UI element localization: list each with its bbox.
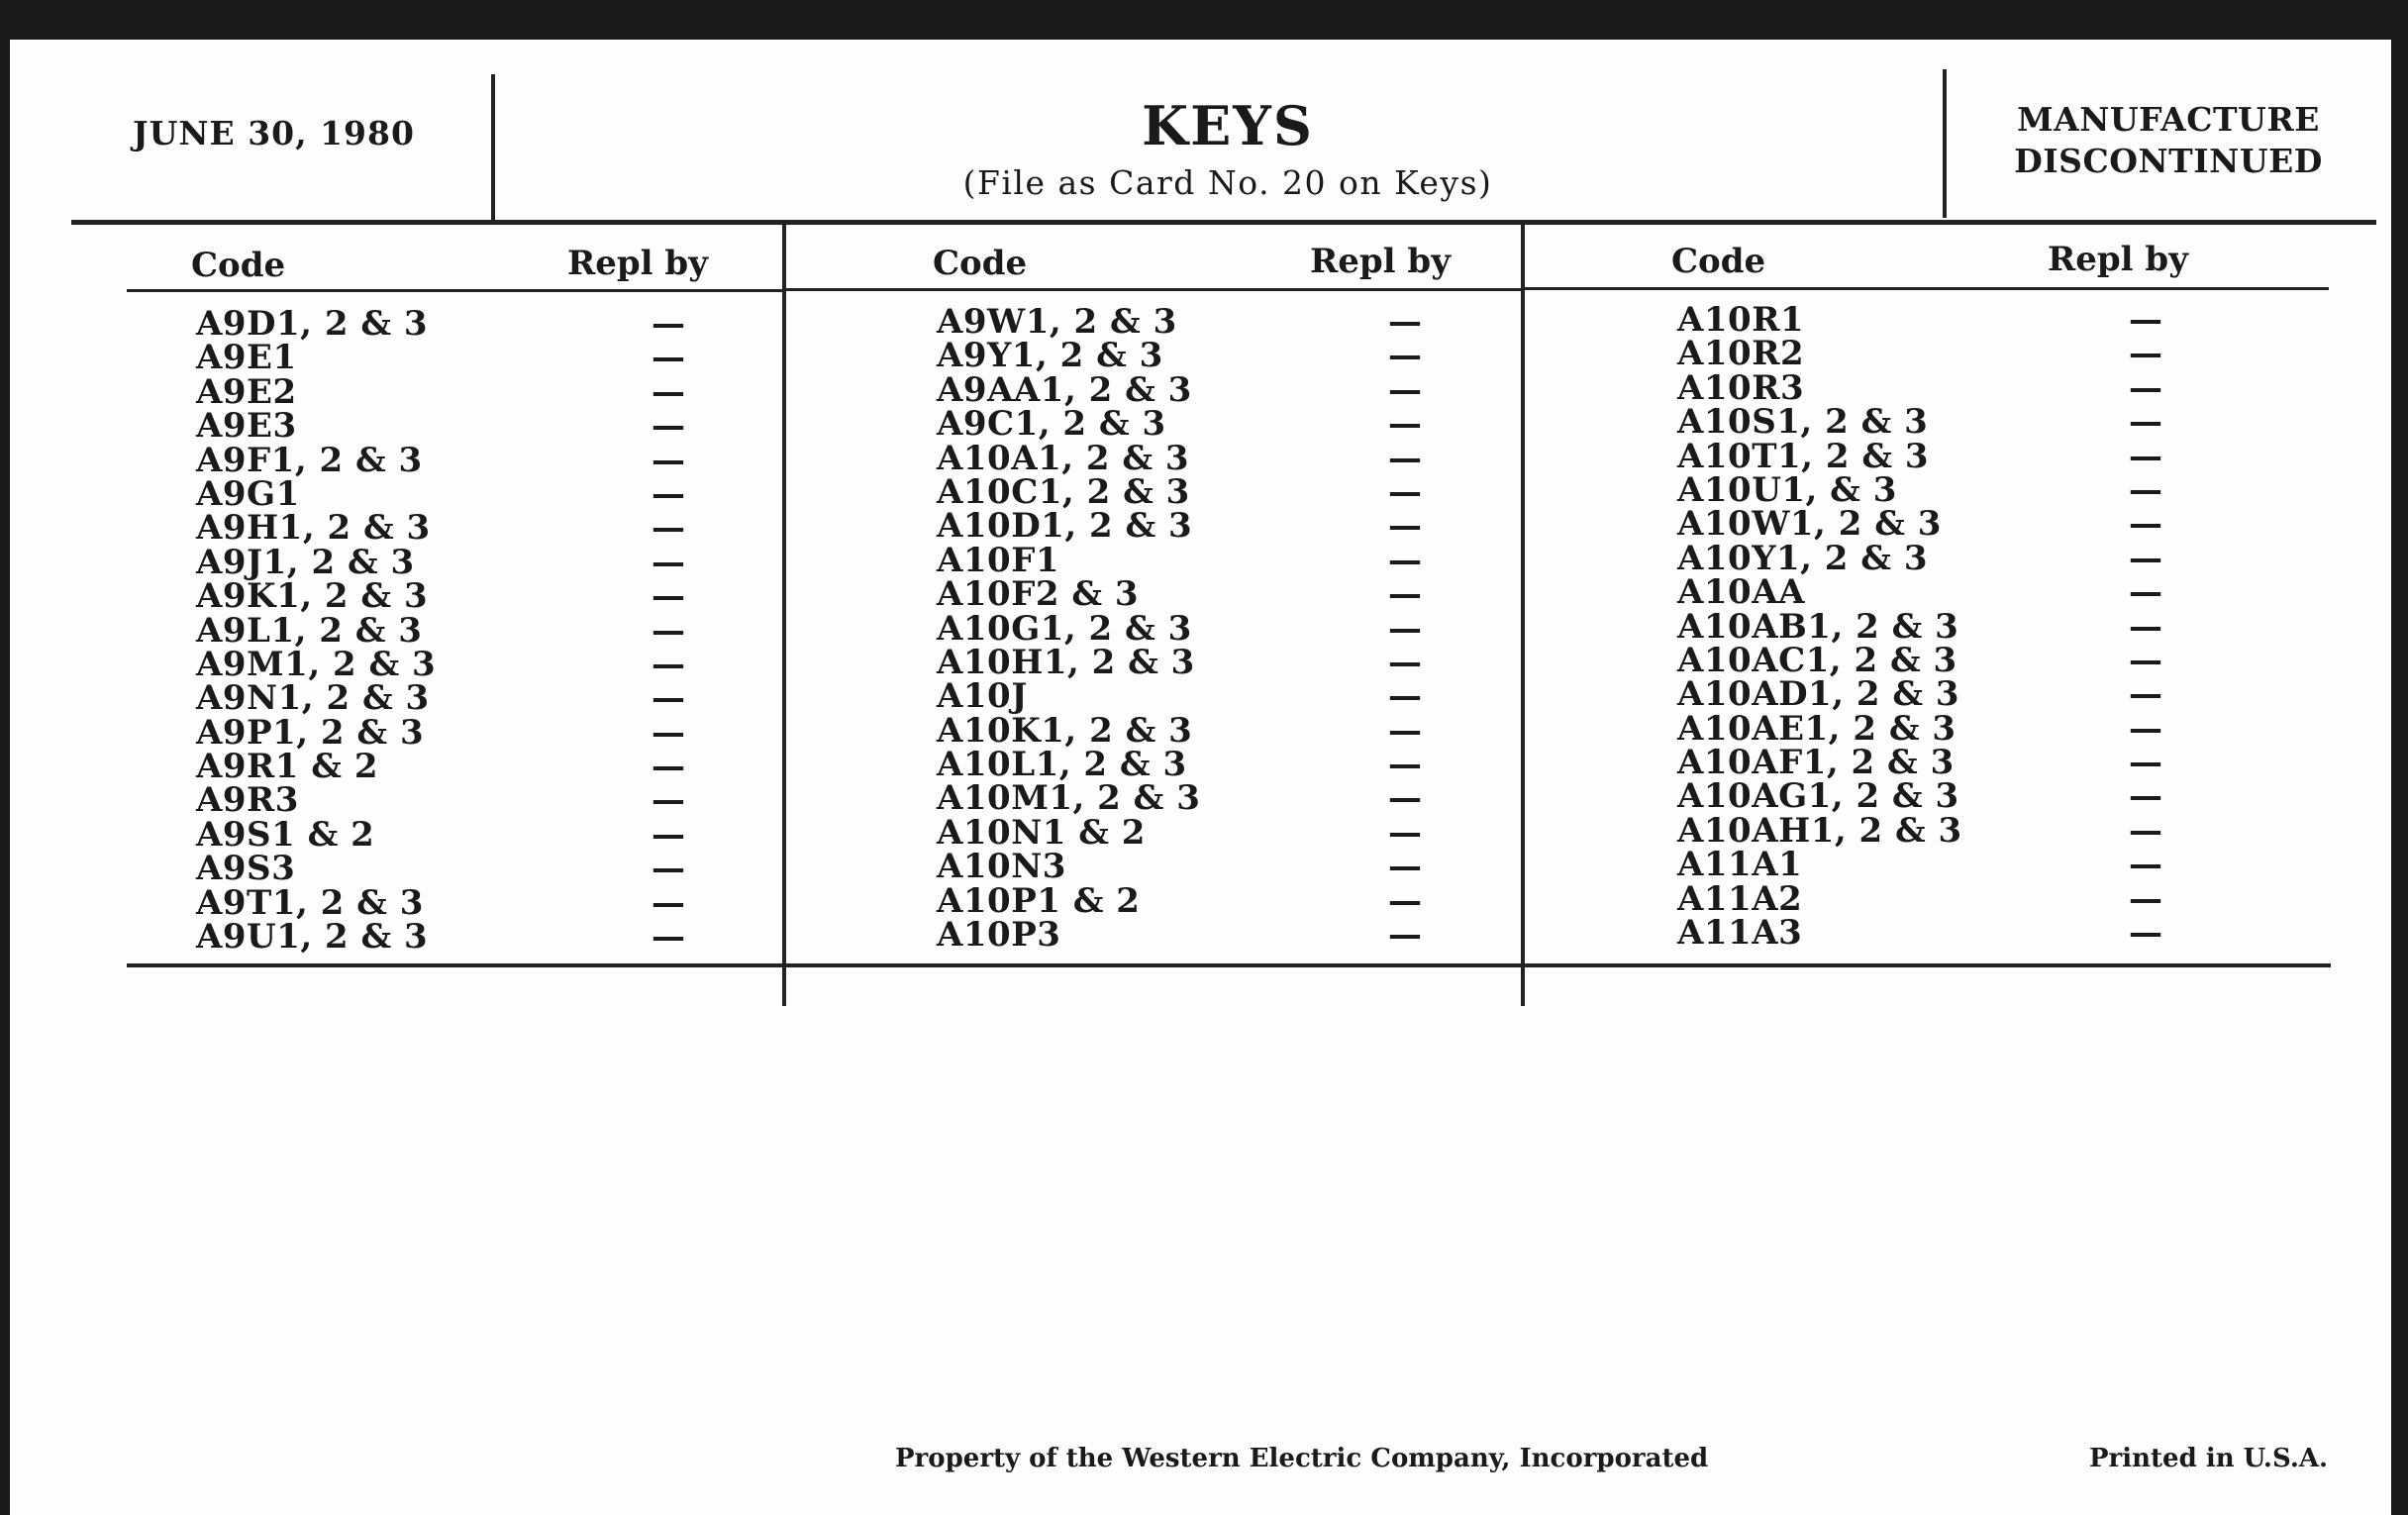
code-cell: A10C1, 2 & 3 bbox=[937, 471, 1190, 512]
repl-cell: — bbox=[2129, 776, 2162, 817]
col2-code-header: Code bbox=[933, 244, 1028, 283]
list-item bbox=[937, 574, 1491, 615]
list-item bbox=[196, 712, 751, 753]
code-cell: A9G1 bbox=[196, 473, 300, 514]
repl-cell: — bbox=[1388, 778, 1422, 819]
code-cell: A10AA bbox=[1677, 572, 1805, 613]
code-cell: A10AB1, 2 & 3 bbox=[1677, 606, 1959, 647]
index-card bbox=[10, 40, 2391, 1515]
code-cell: A10AC1, 2 & 3 bbox=[1677, 640, 1957, 680]
status-line-2: DISCONTINUED bbox=[2014, 142, 2323, 180]
repl-cell: — bbox=[1388, 369, 1422, 410]
list-item bbox=[937, 369, 1491, 410]
list-item bbox=[1677, 469, 2232, 510]
code-cell: A10K1, 2 & 3 bbox=[937, 710, 1193, 751]
list-item bbox=[1677, 572, 2232, 613]
code-cell: A10H1, 2 & 3 bbox=[937, 642, 1195, 682]
column-header-rule-2 bbox=[786, 288, 1521, 291]
repl-cell: — bbox=[2129, 572, 2162, 613]
list-item bbox=[937, 642, 1491, 682]
header-divider-right bbox=[1943, 69, 1947, 218]
repl-cell: — bbox=[2129, 606, 2162, 647]
list-item bbox=[937, 880, 1491, 921]
code-cell: A9M1, 2 & 3 bbox=[196, 644, 437, 684]
list-item bbox=[196, 814, 751, 855]
header-rule bbox=[71, 220, 2376, 225]
list-item bbox=[937, 745, 1491, 785]
list-item bbox=[1677, 402, 2232, 443]
column-header-rule-3 bbox=[1525, 287, 2329, 290]
code-cell: A10S1, 2 & 3 bbox=[1677, 402, 1929, 443]
repl-cell: — bbox=[2129, 436, 2162, 476]
code-cell: A9N1, 2 & 3 bbox=[196, 678, 430, 719]
list-item bbox=[937, 336, 1491, 376]
code-cell: A9F1, 2 & 3 bbox=[196, 440, 423, 480]
list-item bbox=[1677, 913, 2232, 954]
card-date: JUNE 30, 1980 bbox=[133, 114, 415, 152]
code-cell: A10A1, 2 & 3 bbox=[937, 438, 1190, 478]
repl-cell: — bbox=[1388, 847, 1422, 887]
code-cell: A10F1 bbox=[937, 540, 1059, 580]
code-cell: A10D1, 2 & 3 bbox=[937, 506, 1193, 547]
list-item bbox=[937, 438, 1491, 478]
list-item bbox=[1677, 606, 2232, 647]
code-cell: A10N1 & 2 bbox=[937, 812, 1146, 853]
list-item bbox=[1677, 538, 2232, 578]
repl-cell: — bbox=[1388, 471, 1422, 512]
repl-cell: — bbox=[2129, 810, 2162, 851]
code-cell: A10R2 bbox=[1677, 334, 1805, 374]
repl-cell: — bbox=[2129, 300, 2162, 340]
column-1-list bbox=[196, 304, 751, 958]
code-cell: A9C1, 2 & 3 bbox=[937, 404, 1166, 445]
repl-cell: — bbox=[1388, 710, 1422, 751]
repl-cell: — bbox=[1388, 540, 1422, 580]
code-cell: A10P3 bbox=[937, 915, 1061, 956]
list-item bbox=[196, 304, 751, 344]
code-cell: A10R1 bbox=[1677, 300, 1805, 340]
repl-cell: — bbox=[1388, 506, 1422, 547]
repl-cell: — bbox=[2129, 845, 2162, 885]
repl-cell: — bbox=[652, 473, 685, 514]
list-item bbox=[196, 473, 751, 514]
code-cell: A10J bbox=[937, 676, 1028, 717]
repl-cell: — bbox=[2129, 402, 2162, 443]
list-item bbox=[196, 747, 751, 787]
repl-cell: — bbox=[652, 338, 685, 378]
repl-cell: — bbox=[2129, 708, 2162, 749]
list-item bbox=[196, 576, 751, 617]
table-bottom-rule bbox=[127, 963, 2331, 967]
code-cell: A10N3 bbox=[937, 847, 1066, 887]
list-item bbox=[196, 849, 751, 889]
repl-cell: — bbox=[652, 780, 685, 821]
code-cell: A9T1, 2 & 3 bbox=[196, 882, 424, 923]
code-cell: A9S3 bbox=[196, 849, 296, 889]
list-item bbox=[937, 812, 1491, 853]
list-item bbox=[1677, 367, 2232, 408]
footer-printed: Printed in U.S.A. bbox=[2089, 1444, 2329, 1473]
repl-cell: — bbox=[652, 542, 685, 582]
repl-cell: — bbox=[652, 610, 685, 651]
repl-cell: — bbox=[2129, 878, 2162, 919]
repl-cell: — bbox=[652, 576, 685, 617]
col2-repl-header: Repl by bbox=[1310, 242, 1451, 281]
repl-cell: — bbox=[1388, 676, 1422, 717]
code-cell: A9J1, 2 & 3 bbox=[196, 542, 415, 582]
repl-cell: — bbox=[652, 371, 685, 412]
list-item bbox=[196, 338, 751, 378]
repl-cell: — bbox=[1388, 812, 1422, 853]
repl-cell: — bbox=[652, 882, 685, 923]
repl-cell: — bbox=[1388, 880, 1422, 921]
col3-code-header: Code bbox=[1671, 242, 1766, 281]
list-item bbox=[196, 917, 751, 958]
col3-repl-header: Repl by bbox=[2048, 240, 2188, 279]
code-cell: A9K1, 2 & 3 bbox=[196, 576, 429, 617]
code-cell: A10L1, 2 & 3 bbox=[937, 745, 1187, 785]
column-3-list bbox=[1677, 300, 2232, 954]
repl-cell: — bbox=[1388, 745, 1422, 785]
list-item bbox=[1677, 334, 2232, 374]
list-item bbox=[196, 508, 751, 549]
code-cell: A9R1 & 2 bbox=[196, 747, 378, 787]
code-cell: A9L1, 2 & 3 bbox=[196, 610, 423, 651]
code-cell: A10P1 & 2 bbox=[937, 880, 1141, 921]
code-cell: A9E3 bbox=[196, 406, 297, 447]
code-cell: A9H1, 2 & 3 bbox=[196, 508, 431, 549]
list-item bbox=[937, 540, 1491, 580]
repl-cell: — bbox=[2129, 538, 2162, 578]
repl-cell: — bbox=[1388, 336, 1422, 376]
repl-cell: — bbox=[652, 849, 685, 889]
code-cell: A10T1, 2 & 3 bbox=[1677, 436, 1930, 476]
list-item bbox=[937, 302, 1491, 342]
list-item bbox=[937, 778, 1491, 819]
repl-cell: — bbox=[2129, 640, 2162, 680]
code-cell: A9Y1, 2 & 3 bbox=[937, 336, 1163, 376]
repl-cell: — bbox=[652, 814, 685, 855]
card-subtitle: (File as Card No. 20 on Keys) bbox=[962, 163, 1493, 202]
code-cell: A10AG1, 2 & 3 bbox=[1677, 776, 1959, 817]
repl-cell: — bbox=[652, 508, 685, 549]
code-cell: A11A3 bbox=[1677, 913, 1803, 954]
code-cell: A10AF1, 2 & 3 bbox=[1677, 743, 1955, 783]
repl-cell: — bbox=[1388, 608, 1422, 649]
list-item bbox=[937, 471, 1491, 512]
code-cell: A10R3 bbox=[1677, 367, 1805, 408]
list-item bbox=[1677, 878, 2232, 919]
column-header-rule-1 bbox=[127, 289, 784, 292]
list-item bbox=[937, 404, 1491, 445]
footer-property: Property of the Western Electric Company, Incorporated bbox=[895, 1444, 1709, 1473]
code-cell: A10Y1, 2 & 3 bbox=[1677, 538, 1928, 578]
repl-cell: — bbox=[1388, 642, 1422, 682]
repl-cell: — bbox=[652, 304, 685, 344]
code-cell: A9R3 bbox=[196, 780, 299, 821]
code-cell: A10M1, 2 & 3 bbox=[937, 778, 1201, 819]
list-item bbox=[937, 915, 1491, 956]
list-item bbox=[196, 371, 751, 412]
header-divider-left bbox=[491, 74, 495, 223]
column-2-list bbox=[937, 302, 1491, 956]
list-item bbox=[196, 406, 751, 447]
list-item bbox=[937, 710, 1491, 751]
card-title: KEYS bbox=[1142, 94, 1314, 157]
repl-cell: — bbox=[2129, 674, 2162, 715]
list-item bbox=[1677, 776, 2232, 817]
list-item bbox=[1677, 436, 2232, 476]
repl-cell: — bbox=[652, 917, 685, 958]
code-cell: A9AA1, 2 & 3 bbox=[937, 369, 1192, 410]
list-item bbox=[1677, 743, 2232, 783]
list-item bbox=[1677, 810, 2232, 851]
repl-cell: — bbox=[652, 406, 685, 447]
repl-cell: — bbox=[652, 678, 685, 719]
code-cell: A10AE1, 2 & 3 bbox=[1677, 708, 1956, 749]
list-item bbox=[196, 440, 751, 480]
list-item bbox=[937, 506, 1491, 547]
list-item bbox=[1677, 300, 2232, 340]
status-line-1: MANUFACTURE bbox=[2017, 100, 2320, 139]
code-cell: A11A2 bbox=[1677, 878, 1803, 919]
repl-cell: — bbox=[2129, 334, 2162, 374]
repl-cell: — bbox=[1388, 574, 1422, 615]
code-cell: A10AD1, 2 & 3 bbox=[1677, 674, 1960, 715]
list-item bbox=[196, 610, 751, 651]
list-item bbox=[1677, 674, 2232, 715]
code-cell: A10AH1, 2 & 3 bbox=[1677, 810, 1962, 851]
code-cell: A10W1, 2 & 3 bbox=[1677, 504, 1942, 545]
repl-cell: — bbox=[2129, 743, 2162, 783]
col1-code-header: Code bbox=[191, 246, 286, 285]
list-item bbox=[196, 882, 751, 923]
code-cell: A10G1, 2 & 3 bbox=[937, 608, 1192, 649]
column-divider-2 bbox=[1521, 224, 1525, 1006]
code-cell: A9W1, 2 & 3 bbox=[937, 302, 1177, 342]
list-item bbox=[1677, 708, 2232, 749]
repl-cell: — bbox=[2129, 469, 2162, 510]
col1-repl-header: Repl by bbox=[567, 244, 708, 283]
repl-cell: — bbox=[1388, 438, 1422, 478]
code-cell: A9P1, 2 & 3 bbox=[196, 712, 425, 753]
list-item bbox=[1677, 504, 2232, 545]
list-item bbox=[196, 644, 751, 684]
repl-cell: — bbox=[1388, 915, 1422, 956]
code-cell: A9E1 bbox=[196, 338, 297, 378]
repl-cell: — bbox=[2129, 913, 2162, 954]
list-item bbox=[937, 608, 1491, 649]
code-cell: A11A1 bbox=[1677, 845, 1803, 885]
repl-cell: — bbox=[652, 712, 685, 753]
list-item bbox=[937, 676, 1491, 717]
repl-cell: — bbox=[1388, 404, 1422, 445]
repl-cell: — bbox=[652, 644, 685, 684]
status-label bbox=[1960, 99, 2376, 182]
repl-cell: — bbox=[1388, 302, 1422, 342]
list-item bbox=[196, 780, 751, 821]
list-item bbox=[937, 847, 1491, 887]
code-cell: A9U1, 2 & 3 bbox=[196, 917, 429, 958]
repl-cell: — bbox=[2129, 367, 2162, 408]
list-item bbox=[1677, 845, 2232, 885]
list-item bbox=[1677, 640, 2232, 680]
list-item bbox=[196, 542, 751, 582]
column-divider-1 bbox=[782, 224, 786, 1006]
code-cell: A9D1, 2 & 3 bbox=[196, 304, 429, 344]
code-cell: A10F2 & 3 bbox=[937, 574, 1140, 615]
code-cell: A9S1 & 2 bbox=[196, 814, 375, 855]
code-cell: A9E2 bbox=[196, 371, 297, 412]
repl-cell: — bbox=[652, 747, 685, 787]
repl-cell: — bbox=[652, 440, 685, 480]
code-cell: A10U1, & 3 bbox=[1677, 469, 1897, 510]
list-item bbox=[196, 678, 751, 719]
repl-cell: — bbox=[2129, 504, 2162, 545]
